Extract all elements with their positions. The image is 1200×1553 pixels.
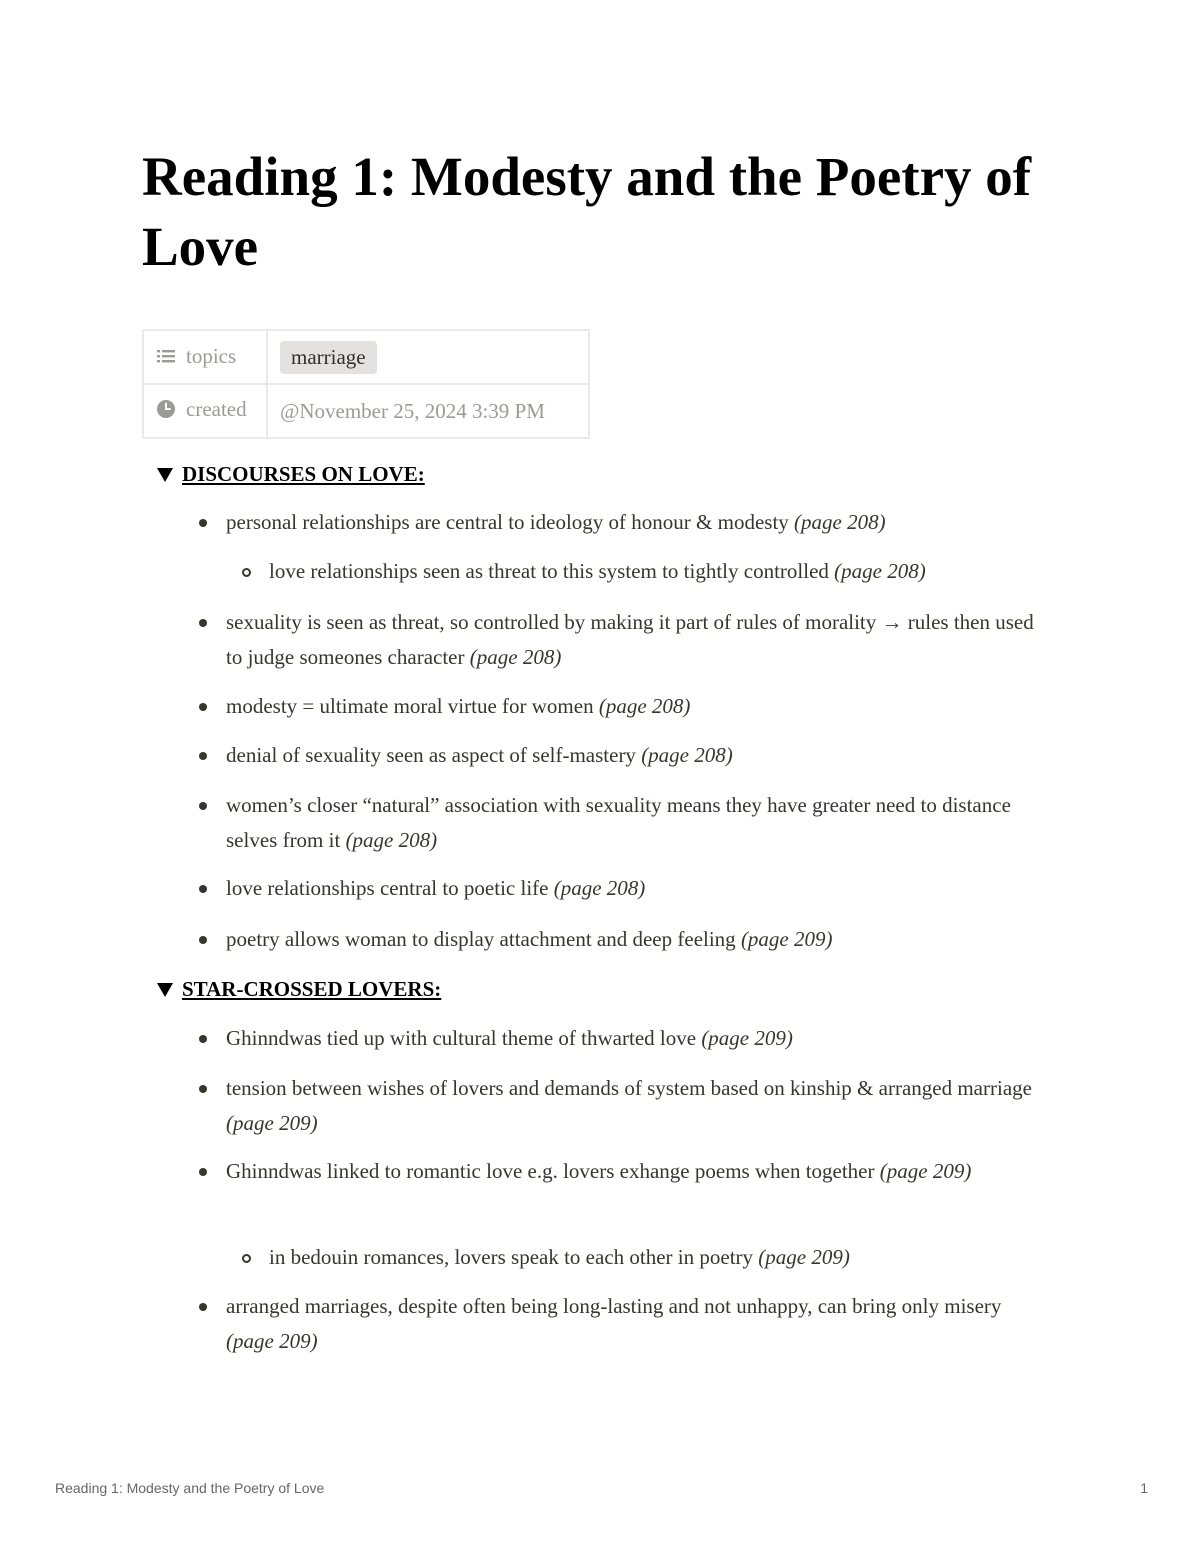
toggle-triangle-icon[interactable]: [157, 983, 173, 997]
page-ref: (page 208): [469, 645, 562, 669]
property-row-topics: [143, 330, 589, 384]
list-item: Ghinndwas tied up with cultural theme of thwarted love (page 209): [226, 1021, 1046, 1056]
section-heading: DISCOURSES ON LOVE:: [182, 461, 425, 486]
page-ref: (page 209): [879, 1159, 972, 1183]
page-title: Reading 1: Modesty and the Poetry of Love: [142, 146, 1032, 277]
toggle-star-crossed-lovers[interactable]: [157, 974, 1057, 1004]
page-ref: (page 209): [701, 1026, 793, 1050]
list-icon: [156, 345, 176, 370]
list-item: personal relationships are central to ideology of honour & modesty (page 208): [226, 505, 1046, 540]
page-ref: (page 208): [834, 559, 926, 583]
list-item: poetry allows woman to display attachment and deep feeling (page 209): [226, 922, 1046, 957]
created-date: @November 25, 2024 3:39 PM: [280, 398, 545, 423]
list-item-nested: in bedouin romances, lovers speak to each other in poetry (page 209): [269, 1240, 1049, 1275]
list-item: Ghinndwas linked to romantic love e.g. lovers exhange poems when together (page 209): [226, 1154, 1046, 1189]
page-ref: (page 209): [758, 1245, 850, 1269]
list-item: modesty = ultimate moral virtue for women (page 208): [226, 689, 1046, 724]
section-heading: STAR-CROSSED LOVERS:: [182, 976, 442, 1001]
list-item: tension between wishes of lovers and demands of system based on kinship & arranged marriage (page 209): [226, 1071, 1046, 1141]
page-ref: (page 209): [226, 1111, 318, 1135]
topic-tag[interactable]: marriage: [280, 341, 377, 374]
toggle-triangle-icon[interactable]: [157, 468, 173, 482]
clock-icon: [156, 399, 176, 425]
footer-title: Reading 1: Modesty and the Poetry of Love: [55, 1480, 325, 1496]
list-item: sexuality is seen as threat, so controlled by making it part of rules of morality → rules then used to judge someones character (page 208): [226, 605, 1046, 675]
page-ref: (page 208): [553, 876, 646, 900]
page-ref: (page 209): [740, 927, 833, 951]
list-item: love relationships central to poetic life (page 208): [226, 871, 1046, 906]
page-ref: (page 208): [598, 694, 691, 718]
page-ref: (page 208): [345, 828, 438, 852]
properties-table: [142, 329, 590, 439]
property-row-created: [143, 384, 589, 438]
list-item: arranged marriages, despite often being long-lasting and not unhappy, can bring only misery (page 209): [226, 1289, 1046, 1359]
page-ref: (page 208): [641, 743, 733, 767]
page-number: 1: [1140, 1480, 1148, 1496]
list-item-nested: love relationships seen as threat to this system to tightly controlled (page 208): [269, 554, 1049, 589]
toggle-discourses-on-love[interactable]: [157, 459, 1057, 489]
page-ref: (page 208): [794, 510, 886, 534]
list-item: women’s closer “natural” association with sexuality means they have greater need to distance selves from it (page 208): [226, 788, 1046, 858]
property-label-created: created: [186, 397, 247, 422]
page-ref: (page 209): [226, 1329, 318, 1353]
property-label-topics: topics: [186, 343, 237, 368]
list-item: denial of sexuality seen as aspect of self-mastery (page 208): [226, 738, 1046, 773]
